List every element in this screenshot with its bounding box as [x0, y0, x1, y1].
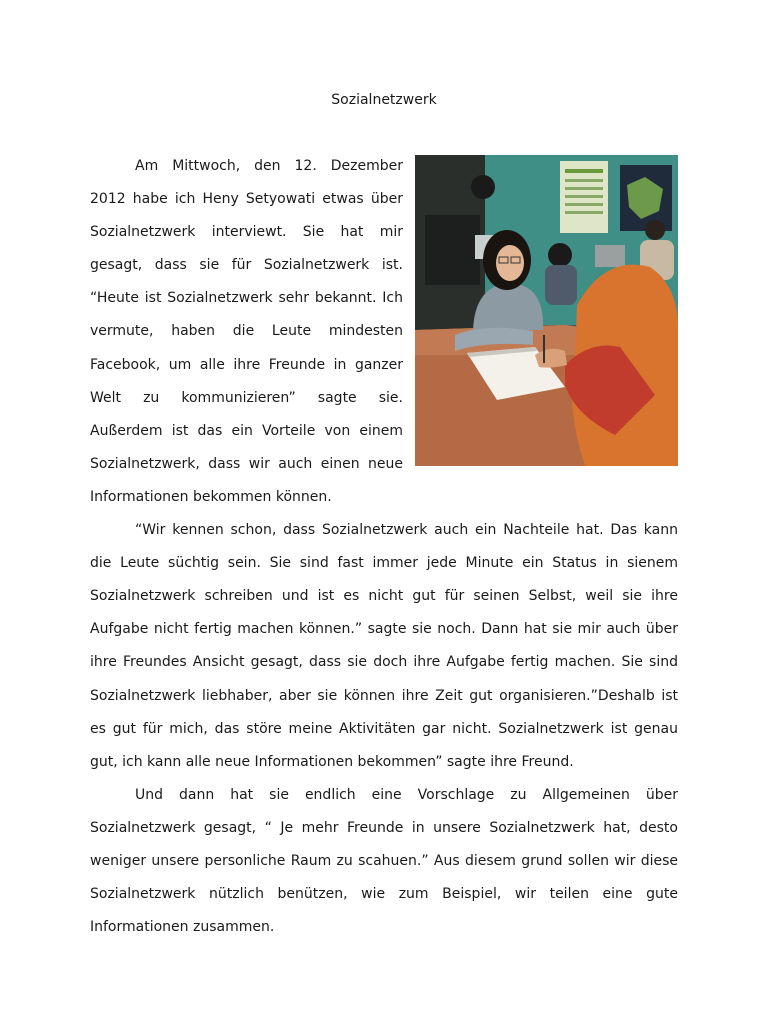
- paragraph-2: “Wir kennen schon, dass Sozialnetzwerk auch ein Nachteile hat. Das kann die Leute süchtig sein. Sie sind fast immer jede Minute ein Status in sienem Sozialnetzwerk schreiben und ist es nicht gut für seinen Selbst, weil sie ihre Aufgabe nicht fertig machen können.” sagte sie noch. Dann hat sie mir auch über ihre Freundes Ansicht gesagt, dass sie doch ihre Aufgabe fertig machen. Sie sind Sozialnetzwerk liebhaber, aber sie können ihre Zeit gut organisieren.”Deshalb ist es gut für mich, das störe meine Aktivitäten gar nicht. Sozialnetzwerk ist genau gut, ich kann alle neue Informationen bekommen” sagte ihre Freund.: [90, 522, 678, 770]
- paragraph-1: Am Mittwoch, den 12. Dezember 2012 habe ich Heny Setyowati etwas über Sozialnetzwerk interviewt. Sie hat mir gesagt, dass sie für Sozialnetzwerk ist. “Heute ist Sozialnetzwerk sehr bekannt. Ich vermute, haben die Leute mindesten Facebook, um alle ihre Freunde in ganzer Welt zu kommunizieren” sagte sie. Außerdem ist das ein Vorteile von einem Sozialnetzwerk, dass wir auch einen neue Informationen bekommen können.: [90, 150, 678, 514]
- paragraph-3: Und dann hat sie endlich eine Vorschlage zu Allgemeinen über Sozialnetzwerk gesagt, “ Je mehr Freunde in unsere Sozialnetzwerk hat, desto weniger unsere personliche Raum zu scahuen.” Aus diesem grund sollen wir diese Sozialnetzwerk nützlich benützen, wie zum Beispiel, wir teilen eine gute Informationen zusammen.: [90, 786, 678, 936]
- document-title: Sozialnetzwerk: [331, 92, 437, 108]
- document-body: [90, 150, 678, 944]
- interview-photo: [415, 155, 678, 466]
